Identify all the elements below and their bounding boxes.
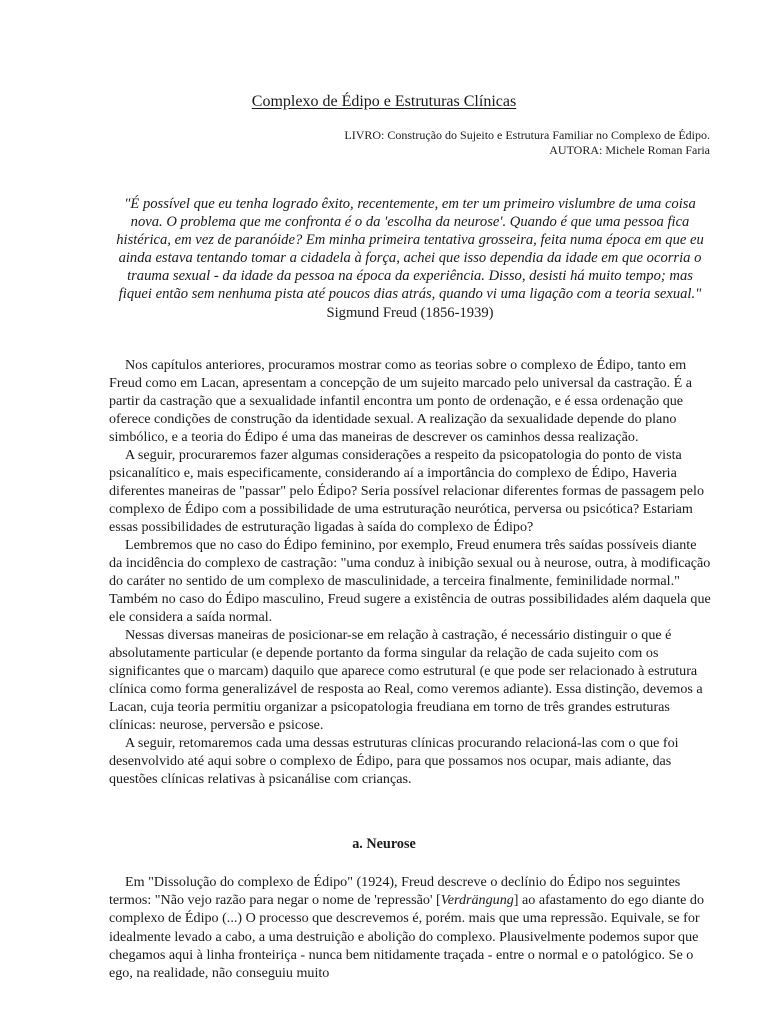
document-title: Complexo de Édipo e Estruturas Clínicas bbox=[251, 93, 517, 110]
book-line: LIVRO: Construção do Sujeito e Estrutura Familiar no Complexo de Édipo. bbox=[344, 128, 710, 142]
epigraph-attribution: Sigmund Freud (1856-1939) bbox=[326, 304, 494, 321]
epigraph bbox=[112, 195, 708, 322]
text-segment: Em "Dissolução do complexo de Édipo" (1924), Freud descreve o declínio do Édipo nos seguintes termos: "Não vejo razão para negar o nome de 'repressão' [ bbox=[109, 874, 681, 909]
paragraph bbox=[109, 873, 713, 982]
paragraph: Nessas diversas maneiras de posicionar-se em relação à castração, é necessário distinguir o que é absolutamente particular (e depende portanto da forma singular da relação de cada sujeito com os significantes que o marcam) daquilo que aparece como estrutural (e que pode ser relacionado à estrutura clínica como forma generalizável de resposta ao Real, como veremos adiante). Essa distinção, devemos a Lacan, cuja teoria permitiu organizar a psicopatologia freudiana em torno de três grandes estruturas clínicas: neurose, perversão e psicose. bbox=[109, 627, 703, 733]
paragraph: A seguir, retomaremos cada uma dessas estruturas clínicas procurando relacioná-las com o que foi desenvolvido até aqui sobre o complexo de Édipo, para que possamos nos ocupar, mais adiante, das questões clínicas relativas à psicanálise com crianças. bbox=[109, 735, 679, 787]
paragraph: A seguir, procuraremos fazer algumas considerações a respeito da psicopatologia do ponto de vista psicanalítico e, mais especificamente, considerando aí a importância do complexo de Édipo, Haveria diferentes maneiras de "passar" pelo Édipo? Seria possível relacionar diferentes formas de passagem pelo complexo de Édipo com a possibilidade de uma estruturação neurótica, perversa ou psicótica? Estariam essas possibilidades de estruturação ligadas à saída do complexo de Édipo? bbox=[109, 447, 704, 535]
epigraph-quote: "É possível que eu tenha logrado êxito, recentemente, em ter um primeiro vislumbre de uma coisa nova. O problema que me confronta é o da 'escolha da neurose'. Quando é que uma pessoa fica histérica, em vez de paranóide? Em minha primeira tentativa grosseira, feita numa época em que eu ainda estava tentando tomar a cidadela à força, achei que isso dependia da idade em que ocorria o trauma sexual - da idade da pessoa na época da experiência. Disso, desisti há muito tempo; mas fiquei então sem nenhuma pista até poucos dias atrás, quando vi uma ligação com a teoria sexual." bbox=[116, 196, 704, 303]
book-metadata bbox=[344, 128, 710, 158]
section-text bbox=[109, 873, 713, 982]
body-text bbox=[109, 356, 713, 788]
paragraph: Nos capítulos anteriores, procuramos mostrar como as teorias sobre o complexo de Édipo, tanto em Freud como em Lacan, apresentam a concepção de um sujeito marcado pelo universal da castração. É a partir da castração que a sexualidade infantil encontra um ponto de ordenação, e é essa ordenação que oferece condições de construção da identidade sexual. A realização da sexualidade depende do plano simbólico, e a teoria do Édipo é uma das maneiras de descrever os caminhos dessa realização. bbox=[109, 357, 693, 445]
italic-term: Verdrängung bbox=[440, 892, 514, 909]
text-segment: ] ao afastamento do ego diante do complexo de Édipo (...) O processo que descrevemos é, porém. mais que uma repressão. Equivale, se for idealmente levado a cabo, a uma destruição e abolição do complexo. Plausivelmente podemos supor que chegamos aqui à linha fronteiriça - nunca bem nitidamente traçada - entre o normal e o patológico. Se o ego, na realidade, não conseguiu muito bbox=[109, 892, 704, 982]
section-heading: a. Neurose bbox=[352, 836, 416, 852]
paragraph: Lembremos que no caso do Édipo feminino, por exemplo, Freud enumera três saídas possíveis diante da incidência do complexo de castração: "uma conduz à inibição sexual ou à neurose, outra, à modificação do caráter no sentido de um complexo de masculinidade, a terceira finalmente, feminilidade normal." Também no caso do Édipo masculino, Freud sugere a existência de outras possibilidades além daquela que ele considera a saída normal. bbox=[109, 537, 711, 625]
author-line: AUTORA: Michele Roman Faria bbox=[549, 143, 710, 157]
